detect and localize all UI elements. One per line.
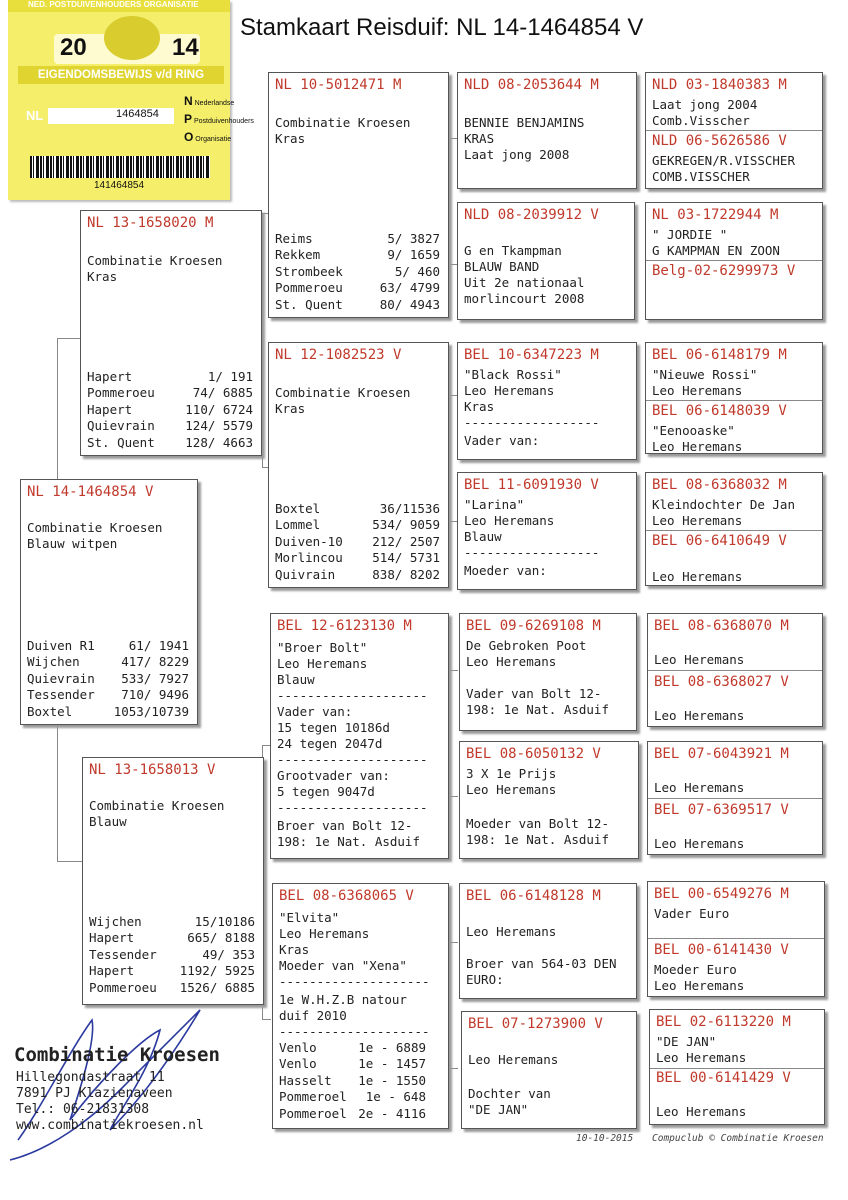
ring-number: NL 13-1658020 M (87, 215, 214, 231)
card-year-right: 14 (172, 34, 199, 61)
result-row: Morlincou 514/ 5731 (275, 550, 440, 566)
divider-text: -------------------- (277, 752, 428, 767)
results-list (275, 231, 440, 313)
info-line: 198: 1e Nat. Asduif (466, 832, 609, 847)
ring-number: BEL 08-6368027 V (654, 674, 789, 690)
info-line: "Eenooaske" (652, 423, 735, 438)
color-line: Kras (279, 942, 310, 957)
info-line: Leo Heremans (654, 708, 745, 723)
card-year-left: 20 (60, 34, 87, 61)
info-line: "Larina" (464, 497, 525, 512)
color-line: Kras (275, 401, 306, 416)
ancestor-card-g3-g4 (645, 202, 823, 320)
info-line: Uit 2e nationaal (464, 275, 585, 290)
info-line: 3 X 1e Prijs (466, 766, 557, 781)
info-line: Leo Heremans (466, 924, 557, 939)
info-line: Leo Heremans (654, 836, 745, 851)
ancestor-card-g1-g2 (645, 72, 823, 189)
ring-number: BEL 11-6091930 V (464, 477, 599, 493)
subject-pigeon-card (20, 479, 198, 725)
ring-number: BEL 08-6368065 V (279, 888, 414, 904)
result-row: Boxtel 1053/10739 (27, 703, 189, 719)
info-line: COMB.VISSCHER (652, 169, 750, 184)
result-row: Rekkem 9/ 1659 (275, 247, 440, 263)
results-list (87, 369, 253, 451)
name-line: "Broer Bolt" (277, 640, 368, 655)
info-line: KRAS (464, 131, 495, 146)
info-line: Blauw (464, 529, 502, 544)
result-row: Duiven-10 212/ 2507 (275, 533, 440, 549)
card-legend-p: P Postduivenhouders (184, 112, 254, 126)
card-divider (646, 400, 822, 401)
card-divider (648, 798, 822, 799)
result-row: Hapert 665/ 8188 (89, 930, 255, 946)
granddam-maternal-card (272, 883, 449, 1129)
card-label: EIGENDOMSBEWIJS v/d RING (18, 66, 224, 84)
info-line: Laat jong 2008 (464, 147, 570, 162)
ancestor-card-g15-g16 (649, 1009, 825, 1125)
ancestor-card-mmm (461, 1011, 637, 1129)
result-row: Wijchen 417/ 8229 (27, 654, 189, 670)
result-row: Lommel 534/ 9059 (275, 517, 440, 533)
ring-number: BEL 09-6269108 M (466, 618, 601, 634)
divider-text: -------------------- (277, 800, 428, 815)
note-line: 5 tegen 9047d (277, 784, 375, 799)
divider-text: -------------------- (277, 688, 428, 703)
info-line: Laat jong 2004 (652, 97, 758, 112)
info-line: Leo Heremans (654, 780, 745, 795)
ring-number: NL 10-5012471 M (275, 77, 402, 93)
divider-text: ------------------ (464, 545, 600, 560)
ring-number: NL 12-1082523 V (275, 347, 402, 363)
barcode-number: 141464854 (93, 180, 145, 191)
connector-mm (449, 942, 458, 1069)
note-line: Vader van: (277, 704, 353, 719)
mother-card (82, 757, 264, 1005)
ring-number: NL 13-1658013 V (89, 762, 216, 778)
ring-number: BEL 06-6410649 V (652, 533, 787, 549)
result-row: Quivrain 838/ 8202 (275, 566, 440, 582)
card-logo-icon (104, 16, 160, 60)
result-row: Hasselt 1e - 1550 (279, 1072, 426, 1088)
ring-number: NL 14-1464854 V (27, 484, 154, 500)
info-line: G KAMPMAN EN ZOON (652, 243, 780, 258)
info-line: Leo Heremans (466, 782, 557, 797)
info-line: De Gebroken Poot (466, 638, 587, 653)
info-line: Broer van 564-03 DEN (466, 956, 617, 971)
ancestor-card-g9-g10 (647, 613, 823, 727)
result-row: Venlo 1e - 1457 (279, 1056, 426, 1072)
granddam-paternal-card (268, 342, 449, 588)
info-line: morlincourt 2008 (464, 291, 585, 306)
card-legend-o: O Organisatie (184, 130, 232, 144)
result-row: Hapert 1192/ 5925 (89, 963, 255, 979)
result-row: Tessender 49/ 353 (89, 946, 255, 962)
info-line: Kras (464, 399, 495, 414)
ring-number: BEL 06-6148039 V (652, 403, 787, 419)
info-line: Leo Heremans (466, 654, 557, 669)
info-line: Kleindochter De Jan (652, 497, 795, 512)
result-row: Pommeroeu 74/ 6885 (87, 385, 253, 401)
ring-number: BEL 00-6141430 V (654, 942, 789, 958)
result-row: Quievrain 124/ 5579 (87, 418, 253, 434)
divider-text: ------------------ (464, 415, 600, 430)
ring-number: BEL 02-6113220 M (656, 1014, 791, 1030)
ancestor-card-fff (457, 72, 637, 189)
result-row: Hapert 110/ 6724 (87, 401, 253, 417)
footer-phone: Tel.: 06-21831308 (16, 1102, 150, 1117)
ring-number: BEL 08-6368070 M (654, 618, 789, 634)
result-row: Hapert 1/ 191 (87, 369, 253, 384)
card-country: NL (26, 108, 44, 123)
ring-number: BEL 06-6148179 M (652, 347, 787, 363)
results-list (275, 501, 440, 583)
info-line: EURO: (466, 972, 504, 987)
info-line: Moeder Euro (654, 962, 737, 977)
info-line: Vader van Bolt 12- (466, 686, 602, 701)
print-credit: Compuclub © Combinatie Kroesen (652, 1133, 824, 1144)
note-line: 15 tegen 10186d (277, 720, 390, 735)
result-row: Pommeroel 2e - 4116 (279, 1105, 426, 1121)
color-line: Blauw (89, 814, 127, 829)
color-line: Kras (275, 131, 306, 146)
info-line: Leo Heremans (464, 383, 555, 398)
info-line: "DE JAN" (656, 1034, 717, 1049)
ring-number: BEL 07-1273900 V (468, 1016, 603, 1032)
card-divider (646, 260, 822, 261)
card-divider (650, 1068, 824, 1069)
card-number: 1464854 (116, 108, 159, 120)
info-line: Leo Heremans (468, 1052, 559, 1067)
ring-number: BEL 07-6043921 M (654, 746, 789, 762)
note-line: Moeder van "Xena" (279, 958, 407, 973)
result-row: St. Quent 80/ 4943 (275, 296, 440, 312)
info-line: Leo Heremans (652, 513, 743, 528)
note-line: Broer van Bolt 12- (277, 818, 413, 833)
ring-number: BEL 06-6148128 M (466, 888, 601, 904)
barcode (30, 156, 210, 178)
ring-number: BEL 00-6141429 V (656, 1070, 791, 1086)
info-line: Leo Heremans (464, 513, 555, 528)
card-org: NED. POSTDUIVENHOUDERS ORGANISATIE (28, 0, 199, 9)
color-line: Kras (87, 269, 118, 284)
owner-line: Combinatie Kroesen (275, 385, 411, 400)
note-line: duif 2010 (279, 1008, 347, 1023)
ancestor-card-g5-g6 (645, 342, 823, 454)
info-line: Vader van: (464, 433, 540, 448)
footer-address: Hillegondastraat 11 (16, 1070, 165, 1085)
grandsire-maternal-card (270, 613, 449, 859)
result-row: Quievrain 533/ 7927 (27, 670, 189, 686)
result-row: Reims 5/ 3827 (275, 231, 440, 246)
owner-line: Leo Heremans (277, 656, 368, 671)
info-line: "Nieuwe Rossi" (652, 367, 758, 382)
card-legend-n: N Nederlandse (184, 94, 235, 108)
result-row: Duiven R1 61/ 1941 (27, 638, 189, 653)
ancestor-card-g11-g12 (647, 741, 823, 855)
info-line: Dochter van (468, 1086, 551, 1101)
result-row: Pommeroeu 1526/ 6885 (89, 979, 255, 995)
note-line: 24 tegen 2047d (277, 736, 383, 751)
ancestor-card-g7-g8 (645, 472, 823, 586)
result-row: Strombeek 5/ 460 (275, 263, 440, 279)
info-line: Leo Heremans (652, 383, 743, 398)
ancestor-card-mfm (459, 741, 639, 859)
ring-number: NLD 03-1840383 M (652, 77, 787, 93)
info-line: Leo Heremans (652, 439, 743, 454)
ring-ownership-card (8, 0, 254, 200)
grandsire-paternal-card (268, 72, 449, 318)
result-row: Tessender 710/ 9496 (27, 687, 189, 703)
card-divider (648, 670, 822, 671)
result-row: Wijchen 15/10186 (89, 914, 255, 929)
info-line: 198: 1e Nat. Asduif (466, 702, 609, 717)
divider-text: -------------------- (279, 974, 430, 989)
ring-number: NLD 08-2053644 M (464, 77, 599, 93)
info-line: Leo Heremans (654, 652, 745, 667)
ring-number: BEL 00-6549276 M (654, 886, 789, 902)
info-line: "DE JAN" (468, 1102, 529, 1117)
info-line: Leo Heremans (652, 569, 743, 584)
result-row: Pommeroel 1e - 648 (279, 1089, 426, 1105)
print-date: 10-10-2015 (576, 1133, 634, 1144)
ring-number: BEL 08-6050132 V (466, 746, 601, 762)
owner-line: Combinatie Kroesen (27, 520, 163, 535)
ancestor-card-mff (459, 613, 637, 731)
owner-line: Leo Heremans (279, 926, 370, 941)
color-line: Blauw witpen (27, 536, 118, 551)
ring-number: NL 03-1722944 M (652, 207, 779, 223)
info-line: G en Tkampman (464, 243, 562, 258)
owner-line: Combinatie Kroesen (87, 253, 223, 268)
card-divider (646, 530, 822, 531)
name-line: "Elvita" (279, 910, 340, 925)
card-divider (648, 938, 824, 939)
note-line: 198: 1e Nat. Asduif (277, 834, 420, 849)
result-row: Venlo 1e - 6889 (279, 1040, 426, 1055)
footer-city: 7891 PJ Klazienaveen (16, 1086, 173, 1101)
ancestor-card-fmf (457, 342, 637, 460)
ring-number: BEL 10-6347223 M (464, 347, 599, 363)
note-line: 1e W.H.Z.B natour (279, 992, 407, 1007)
ring-number: NLD 08-2039912 V (464, 207, 599, 223)
results-list (279, 1040, 426, 1122)
ancestor-card-mmf (459, 883, 637, 999)
info-line: Leo Heremans (654, 978, 745, 993)
info-line: "Black Rossi" (464, 367, 562, 382)
footer-owner-name: Combinatie Kroesen (14, 1044, 220, 1066)
footer-website[interactable]: www.combinatiekroesen.nl (16, 1118, 204, 1133)
info-line: BLAUW BAND (464, 259, 540, 274)
divider-text: -------------------- (279, 1024, 430, 1039)
info-line: Leo Heremans (656, 1104, 747, 1119)
info-line: " JORDIE " (652, 227, 728, 242)
page-title: Stamkaart Reisduif: NL 14-1464854 V (240, 14, 644, 41)
results-list (89, 914, 255, 996)
ring-number: BEL 08-6368032 M (652, 477, 787, 493)
connector-mf (449, 670, 458, 797)
ring-number: BEL 12-6123130 M (277, 618, 412, 634)
color-line: Blauw (277, 672, 315, 687)
note-line: Grootvader van: (277, 768, 390, 783)
result-row: Boxtel 36/11536 (275, 501, 440, 516)
ancestor-card-fmm (457, 472, 637, 590)
owner-line: Combinatie Kroesen (89, 798, 225, 813)
info-line: Moeder van Bolt 12- (466, 816, 609, 831)
info-line: Moeder van: (464, 563, 547, 578)
result-row: Pommeroeu 63/ 4799 (275, 280, 440, 296)
ring-number: BEL 07-6369517 V (654, 802, 789, 818)
info-line: Leo Heremans (656, 1050, 747, 1065)
info-line: Comb.Visscher (652, 113, 750, 128)
info-line: Vader Euro (654, 906, 730, 921)
info-line: GEKREGEN/R.VISSCHER (652, 153, 795, 168)
ancestor-card-ffm (457, 202, 635, 320)
card-divider (646, 130, 822, 131)
result-row: St. Quent 128/ 4663 (87, 434, 253, 450)
ring-number: Belg-02-6299973 V (652, 263, 796, 279)
owner-line: Combinatie Kroesen (275, 115, 411, 130)
ring-number: NLD 06-5626586 V (652, 133, 787, 149)
ancestor-card-g13-g14 (647, 881, 825, 997)
results-list (27, 638, 189, 720)
info-line: BENNIE BENJAMINS (464, 115, 585, 130)
father-card (80, 210, 262, 456)
